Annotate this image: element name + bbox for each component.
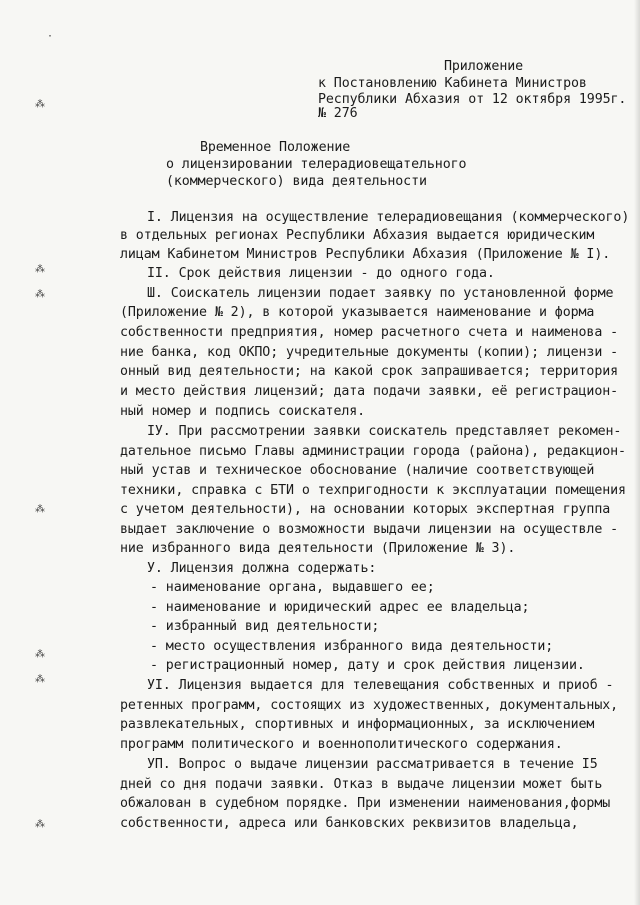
- body-line: лицам Кабинетом Министров Республики Абхазия (Приложение № I).: [120, 247, 611, 262]
- body-line: УI. Лицензия выдается для телевещания собственных и приоб -: [147, 678, 614, 693]
- body-line: УП. Вопрос о выдаче лицензии рассматривается в течение I5: [147, 757, 598, 772]
- binding-hole-mark: ⁂: [35, 99, 45, 110]
- body-line: техники, справка с БТИ о техпригодности к эксплуатации помещения: [120, 483, 626, 498]
- body-line: в отдельных регионах Республики Абхазия выдается юридическим: [120, 228, 595, 243]
- body-line: (Приложение № 2), в которой указывается наименование и форма: [120, 305, 595, 320]
- body-line: онный вид деятельности; на какой срок запрашивается; территория: [120, 364, 619, 379]
- binding-hole-mark: ⁂: [35, 819, 45, 830]
- body-line: дательное письмо Главы администрации города (района), редакцион-: [120, 444, 626, 459]
- body-line: Ш. Соискатель лицензии подает заявку по установленной форме: [147, 286, 614, 301]
- body-line: ный устав и техническое обоснование (наличие соответствующей: [120, 463, 595, 478]
- body-line: IУ. При рассмотрении заявки соискатель представляет рекомен-: [147, 424, 622, 439]
- binding-hole-mark: ⁂: [35, 674, 45, 685]
- body-line: собственности, адреса или банковских реквизитов владельца,: [120, 816, 579, 831]
- body-line: выдает заключение о возможности выдачи лицензии на осуществле -: [120, 522, 619, 537]
- body-line: обжалован в судебном порядке. При изменении наименования,формы: [120, 796, 611, 811]
- body-line: - избранный вид деятельности;: [150, 619, 380, 634]
- title-line: Временное Положение: [200, 140, 351, 155]
- page-edge-shadow: [634, 0, 640, 905]
- body-line: У. Лицензия должна содержать:: [147, 561, 377, 576]
- body-line: ный номер и подпись соискателя.: [120, 404, 366, 419]
- body-line: I. Лицензия на осуществление телерадиовещания (коммерческого): [147, 210, 630, 225]
- body-line: - место осуществления избранного вида деятельности;: [150, 639, 554, 654]
- header-line: № 276: [318, 106, 358, 121]
- body-line: - наименование органа, выдавшего ее;: [150, 580, 435, 595]
- body-line: ние банка, код ОКПО; учредительные документы (копии); лицензи -: [120, 345, 619, 360]
- binding-hole-mark: ⁂: [35, 649, 45, 660]
- title-line: (коммерческого) вида деятельности: [166, 174, 427, 189]
- body-line: - регистрационный номер, дату и срок действия лицензии.: [150, 658, 585, 673]
- body-line: развлекательных, спортивных и информационных, за исключением: [120, 717, 595, 732]
- binding-hole-mark: ⁂: [35, 264, 45, 275]
- margin-speck: ·: [47, 31, 54, 42]
- header-line: Республики Абхазия от 12 октября 1995г.: [318, 92, 627, 107]
- body-line: - наименование и юридический адрес ее владельца;: [150, 600, 530, 615]
- body-line: с учетом деятельности), на основании которых экспертная группа: [120, 502, 611, 517]
- title-line: о лицензировании телерадиовещательного: [166, 157, 467, 172]
- body-line: дней со дня подачи заявки. Отказ в выдаче лицензии может быть: [120, 777, 603, 792]
- binding-hole-mark: ⁂: [35, 504, 45, 515]
- body-line: программ политического и военнополитического содержания.: [120, 737, 563, 752]
- body-line: II. Срок действия лицензии - до одного года.: [147, 266, 495, 281]
- body-line: ние избранного вида деятельности (Приложение № 3).: [120, 541, 516, 556]
- body-line: и место действия лицензий; дата подачи заявки, её регистрацион-: [120, 384, 619, 399]
- body-line: собственности предприятия, номер расчетного счета и наименова -: [120, 325, 619, 340]
- header-line: к Постановлению Кабинета Министров: [318, 76, 587, 91]
- body-line: ретенных программ, состоящих из художественных, документальных,: [120, 698, 619, 713]
- binding-hole-mark: ⁂: [35, 289, 45, 300]
- header-line: Приложение: [444, 59, 524, 74]
